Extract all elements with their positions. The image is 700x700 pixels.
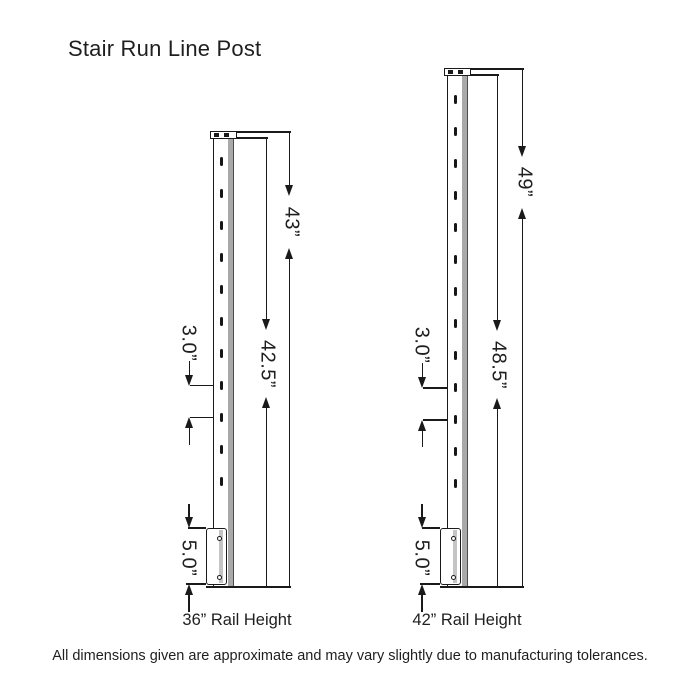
overall-height-label: 49” xyxy=(513,166,536,198)
cable-hole xyxy=(220,221,224,230)
dimension-line xyxy=(266,137,268,319)
cable-hole xyxy=(454,255,458,264)
dimension-line xyxy=(497,409,499,587)
cable-hole xyxy=(220,349,224,358)
post-cap xyxy=(444,68,471,76)
cap-screw xyxy=(458,70,463,74)
bracket-height-label: 5.0” xyxy=(410,539,433,577)
post-body xyxy=(213,138,234,587)
disclaimer-text: All dimensions given are approximate and may vary slightly due to manufacturing tolerances. xyxy=(52,648,648,664)
cap-screw xyxy=(224,133,229,137)
dimension-line xyxy=(497,74,499,320)
dimension-line xyxy=(422,363,424,377)
post-height-label: 42.5” xyxy=(256,339,279,389)
cable-hole xyxy=(454,191,458,200)
arrow-up xyxy=(285,248,293,259)
arrow-down xyxy=(418,377,426,388)
dimension-line xyxy=(422,430,424,447)
arrow-up xyxy=(185,417,193,428)
cable-hole xyxy=(220,413,224,422)
rail-height-caption: 42” Rail Height xyxy=(412,611,522,629)
cable-hole xyxy=(220,477,224,486)
mounting-bracket xyxy=(440,528,461,585)
bracket-screw-hole xyxy=(217,536,222,541)
dimension-line xyxy=(522,68,524,146)
dimension-line xyxy=(421,595,423,612)
cable-hole xyxy=(454,287,458,296)
bracket-height-label: 5.0” xyxy=(177,539,200,577)
post-body xyxy=(447,75,468,587)
arrow-down xyxy=(285,185,293,196)
dimension-line xyxy=(289,259,291,587)
extension-line xyxy=(468,74,499,76)
dimension-line xyxy=(266,408,268,587)
cable-hole xyxy=(454,447,458,456)
extension-line xyxy=(234,137,268,139)
hole-spacing-label: 3.0” xyxy=(410,326,433,364)
bracket-screw-hole xyxy=(217,575,222,580)
cable-hole xyxy=(220,157,224,166)
cable-hole-column xyxy=(454,0,458,588)
cable-hole xyxy=(220,381,224,390)
arrow-up xyxy=(418,584,426,595)
rail-height-caption: 36” Rail Height xyxy=(182,611,292,629)
cap-screw xyxy=(448,70,453,74)
cable-hole xyxy=(220,445,224,454)
extension-line xyxy=(471,68,524,70)
arrow-down xyxy=(518,146,526,157)
cable-hole xyxy=(454,95,458,104)
arrow-up xyxy=(418,420,426,431)
arrow-up xyxy=(185,584,193,595)
arrow-down xyxy=(418,517,426,528)
cable-hole xyxy=(220,253,224,262)
cable-hole xyxy=(220,285,224,294)
cable-hole xyxy=(454,479,458,488)
cable-hole xyxy=(454,127,458,136)
cable-hole xyxy=(220,189,224,198)
arrow-down xyxy=(185,517,193,528)
dimension-line xyxy=(522,219,524,587)
base-line xyxy=(206,586,291,588)
cable-hole xyxy=(454,415,458,424)
arrow-down xyxy=(493,320,501,331)
dimension-line xyxy=(189,361,191,375)
cap-screw xyxy=(214,133,219,137)
mounting-bracket xyxy=(206,528,227,585)
arrow-up xyxy=(493,398,501,409)
dimension-line xyxy=(289,131,291,185)
post-cap xyxy=(210,131,237,139)
extension-line xyxy=(237,131,291,133)
dimension-line xyxy=(421,504,423,517)
cable-hole xyxy=(454,319,458,328)
base-line xyxy=(440,586,524,588)
dimension-line xyxy=(189,428,191,445)
arrow-down xyxy=(262,319,270,330)
cable-hole xyxy=(454,351,458,360)
bracket-screw-hole xyxy=(451,575,456,580)
cable-hole xyxy=(454,159,458,168)
post-height-label: 48.5” xyxy=(487,340,510,390)
dimension-line xyxy=(188,504,190,517)
cable-hole-column xyxy=(220,0,224,588)
post-shaded-edge xyxy=(462,75,469,587)
cable-hole xyxy=(454,223,458,232)
cable-hole xyxy=(220,317,224,326)
page-title: Stair Run Line Post xyxy=(68,36,262,61)
cable-hole xyxy=(454,383,458,392)
overall-height-label: 43” xyxy=(280,206,303,238)
hole-spacing-label: 3.0” xyxy=(177,324,200,362)
post-shaded-edge xyxy=(228,138,235,587)
arrow-up xyxy=(518,208,526,219)
dimension-line xyxy=(188,595,190,612)
bracket-screw-hole xyxy=(451,536,456,541)
arrow-down xyxy=(185,375,193,386)
arrow-up xyxy=(262,397,270,408)
